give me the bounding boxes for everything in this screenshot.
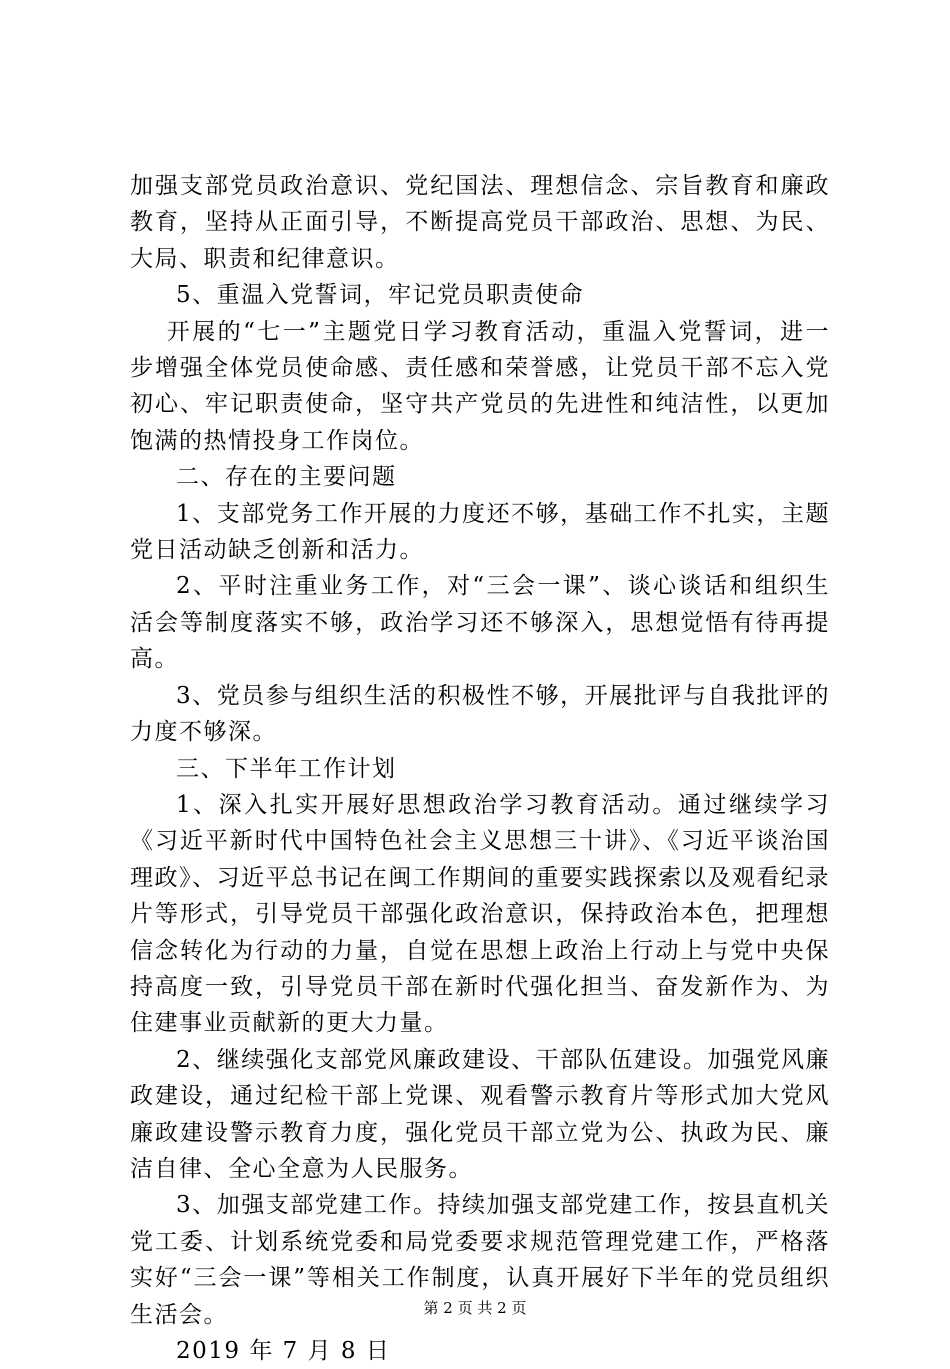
section-heading-problems: 二、存在的主要问题 xyxy=(176,464,397,491)
paragraph-7: 3、党员参与组织生活的积极性不够，开展批评与自我批评的力度不够深。 xyxy=(130,682,830,746)
paragraph-5: 1、支部党务工作开展的力度还不够，基础工作不扎实，主题党日活动缺乏创新和活力。 xyxy=(130,500,830,564)
paragraph-9: 1、深入扎实开展好思想政治学习教育活动。通过继续学习《习近平新时代中国特色社会主义思想三十讲》、《习近平谈治国理政》、习近平总书记在闽工作期间的重要实践探索以及观看纪录片等形式，引导党员干部强化政治意识，保持政治本色，把理想信念转化为行动的力量，自觉在思想上政治上行动上与党中央保持高度一致，引导党员干部在新时代强化担当、奋发新作为、为住建事业贡献新的更大力量。 xyxy=(130,791,830,1037)
paragraph-6: 2、平时注重业务工作，对“三会一课”、谈心谈话和组织生活会等制度落实不够，政治学习还不够深入，思想觉悟有待再提高。 xyxy=(130,573,830,673)
paragraph-3: 开展的“七一”主题党日学习教育活动，重温入党誓词，进一步增强全体党员使命感、责任感和荣誉感，让党员干部不忘入党初心、牢记职责使命，坚守共产党员的先进性和纯洁性，以更加饱满的热情投身工作岗位。 xyxy=(130,318,830,454)
paragraph-10: 2、继续强化支部党风廉政建设、干部队伍建设。加强党风廉政建设，通过纪检干部上党课、观看警示教育片等形式加大党风廉政建设警示教育力度，强化党员干部立党为公、执政为民、廉洁自律、全心全意为人民服务。 xyxy=(130,1046,830,1182)
paragraph-1: 加强支部党员政治意识、党纪国法、理想信念、宗旨教育和廉政教育，坚持从正面引导，不断提高党员干部政治、思想、为民、大局、职责和纪律意识。 xyxy=(130,173,830,272)
document-body xyxy=(130,168,830,1369)
document-date: 2019 年 7 月 8 日 xyxy=(176,1338,391,1364)
paragraph-11: 3、加强支部党建工作。持续加强支部党建工作，按县直机关党工委、计划系统党委和局党委要求规范管理党建工作，严格落实好“三会一课”等相关工作制度，认真开展好下半年的党员组织生活会。 xyxy=(130,1192,830,1328)
paragraph-2: 5、重温入党誓词，牢记党员职责使命 xyxy=(176,282,585,309)
section-heading-plan: 三、下半年工作计划 xyxy=(176,755,397,782)
page-footer: 第 2 页 共 2 页 xyxy=(423,1299,527,1317)
